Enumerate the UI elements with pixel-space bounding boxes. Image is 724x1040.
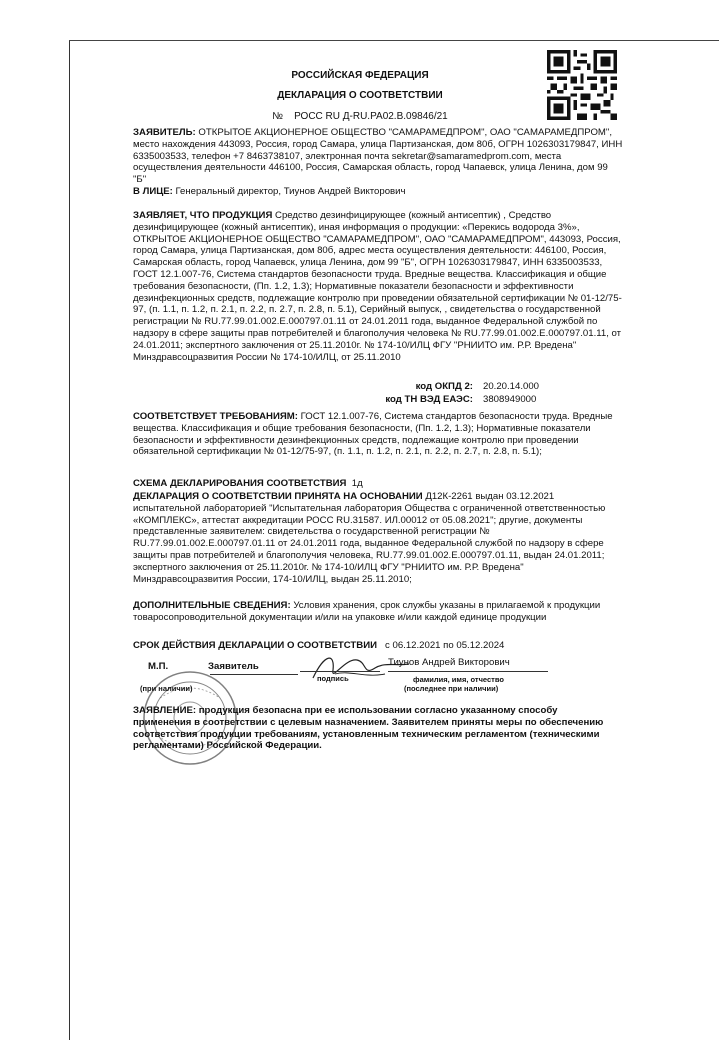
additional-label: ДОПОЛНИТЕЛЬНЫЕ СВЕДЕНИЯ: [133, 600, 291, 611]
codes-section [133, 380, 623, 406]
applicant-label: ЗАЯВИТЕЛЬ: [133, 127, 196, 138]
scheme-section [133, 478, 623, 490]
signature-line-role [210, 674, 298, 675]
applicant-section [133, 127, 623, 198]
signer-name: Тиунов Андрей Викторович [388, 657, 510, 668]
tnved-value: 3808949000 [483, 394, 537, 405]
scheme-label: СХЕМА ДЕКЛАРИРОВАНИЯ СООТВЕТСТВИЯ [133, 478, 347, 489]
scheme-value: 1д [351, 478, 363, 489]
applicant-text: ОТКРЫТОЕ АКЦИОНЕРНОЕ ОБЩЕСТВО "САМАРАМЕДПРОМ", ОАО "САМАРАМЕДПРОМ", место нахождения 443093, Россия, город Самара, улица Партизанская, дом 80б, ОГРН 1026303179847, ИНН 6335003533, телефон +7 8463738107, электронная почта sekretar@samaramedprom.com, места осуществления деятельности 446100, Россия, Самарская область, город Чапаевск, улица Ленина, дом 99 "Б" [133, 127, 623, 186]
requirements-section [133, 411, 623, 458]
signature-line-sign [300, 671, 380, 672]
basis-label: ДЕКЛАРАЦИЯ О СООТВЕТСТВИИ ПРИНЯТА НА ОСНОВАНИИ [133, 491, 423, 502]
product-text: Средство дезинфицирующее (кожный антисептик) , Средство дезинфицирующее (кожный антисептик), иная информация о продукции: «Перекись водорода 3%», ОТКРЫТОЕ АКЦИОНЕРНОЕ ОБЩЕСТВО "САМАРАМЕДПРОМ", ОАО "САМАРАМЕДПРОМ", 443093, Россия, город Самара, улица Партизанская, дом 80б, адрес места осуществления деятельности: 446100, Россия, Самарская область, город Чапаевск, улица Ленина, дом 99 "Б", ОГРН 1026303179847, ИНН 6335003533, ГОСТ 12.1.007-76, Система стандартов безопасности труда. Вредные вещества. Классификация и общие требования безопасности, (Пп. 1.2, 1.3); Нормативные показатели безопасности и эффективности дезинфекционных средств, подлежащие контролю при проведении обязательной сертификации № 01-12/75-97, (п. 1.1, п. 1.2, п. 2.1, п. 2.2, п. 2.7, п. 2.8, п. 5.1), Серийный выпуск, , свидетельства о государственной регистрации № RU.77.99.01.002.E.000797.01.11 от 24.01.2011 года, выданное Федеральной службой по надзору в сфере защиты прав потребителей и благополучия человека № RU.77.99.01.002.E.000797.01.11, от 24.01.2011; экспертного заключения от 25.11.2010г. № 174-10/ИЛЦ ФГУ "РНИИТО им. Р.Р. Вредена" Минздравсоцразвития России № 174-10/ИЛЦ, от 25.11.2010 [133, 210, 622, 363]
additional-text: Условия хранения, срок службы указаны в прилагаемой к продукции товаросопроводительной документации и/или на упаковке и/или каждой единице продукции [133, 600, 601, 623]
basis-text: Д12К-2261 выдан 03.12.2021 испытательной лабораторией "Испытательная лаборатория Общества с ограниченной ответственностью «КОМПЛЕКС», аттестат аккредитации РОСС RU.31587. ИЛ.00012 от 05.08.2021"; другие, документы представленные заявителем: свидетельства о государственной регистрации № RU.77.99.01.002.E.000797.01.11 от 24.01.2011 года, выданное Федеральной службой по надзору в сфере защиты прав потребителей и благополучия человека, RU.77.99.01.002.E.000797.01.11, выдан 24.01.2011; экспертного заключения от 25.11.2010г. № 174-10/ИЛЦ ФГУ "РНИИТО им. Р.Р. Вредена" Минздравсоцразвития России, 174-10/ИЛЦ, выдан 25.11.2010; [133, 491, 606, 585]
applicant-role: Заявитель [208, 661, 259, 672]
okpd-label: код ОКПД 2: [415, 381, 473, 392]
person-label: В ЛИЦЕ: [133, 185, 173, 197]
name-caption-1: фамилия, имя, отчество [413, 675, 504, 684]
additional-section [133, 600, 623, 624]
qr-code-icon [547, 50, 617, 120]
okpd-value: 20.20.14.000 [483, 381, 540, 392]
mp-label: М.П. [148, 661, 169, 672]
statement-section: ЗАЯВЛЕНИЕ: продукция безопасна при ее использовании согласно указанному способу применения в соответствии с целевым назначением. Заявителем приняты меры по обеспечению соответствия продукции требованиям, установленным техническим регламентом (техническими регламентами) Российской Федерации. [133, 705, 604, 752]
person-text: Генеральный директор, Тиунов Андрей Викторович [172, 185, 406, 197]
product-label: ЗАЯВЛЯЕТ, ЧТО ПРОДУКЦИЯ [133, 210, 273, 221]
signature-line-name [388, 671, 548, 672]
basis-section [133, 491, 623, 585]
validity-label: СРОК ДЕЙСТВИЯ ДЕКЛАРАЦИИ О СООТВЕТСТВИИ [133, 640, 378, 651]
requirements-label: СООТВЕТСТВУЕТ ТРЕБОВАНИЯМ: [133, 411, 298, 422]
requirements-text: ГОСТ 12.1.007-76, Система стандартов безопасности труда. Вредные вещества. Классификация и общие требования безопасности, (Пп. 1.2, 1.3); Нормативные показатели безопасности и эффективности дезинфекционных средств, подлежащие контролю при проведении обязательной сертификации № 01-12/75-97, (п. 1.1, п. 1.2, п. 2.1, п. 2.2, п. 2.7, п. 2.8, п. 5.1); [133, 411, 613, 458]
page-border-top [69, 40, 719, 41]
page-border-left [69, 40, 70, 1040]
name-caption-2: (последнее при наличии) [404, 684, 499, 693]
product-section [133, 210, 623, 363]
country-title: РОССИЙСКАЯ ФЕДЕРАЦИЯ [291, 70, 429, 81]
validity-text: с 06.12.2021 по 05.12.2024 [385, 640, 505, 651]
declaration-number [140, 111, 580, 122]
stamp-note: (при наличии) [140, 684, 193, 693]
tnved-label: код ТН ВЭД ЕАЭС: [385, 394, 473, 405]
document-title: ДЕКЛАРАЦИЯ О СООТВЕТСТВИИ [277, 90, 443, 101]
number-value: РОСС RU Д-RU.PA02.B.09846/21 [294, 111, 448, 122]
sign-caption: подпись [317, 674, 349, 683]
number-prefix: № [272, 111, 283, 122]
